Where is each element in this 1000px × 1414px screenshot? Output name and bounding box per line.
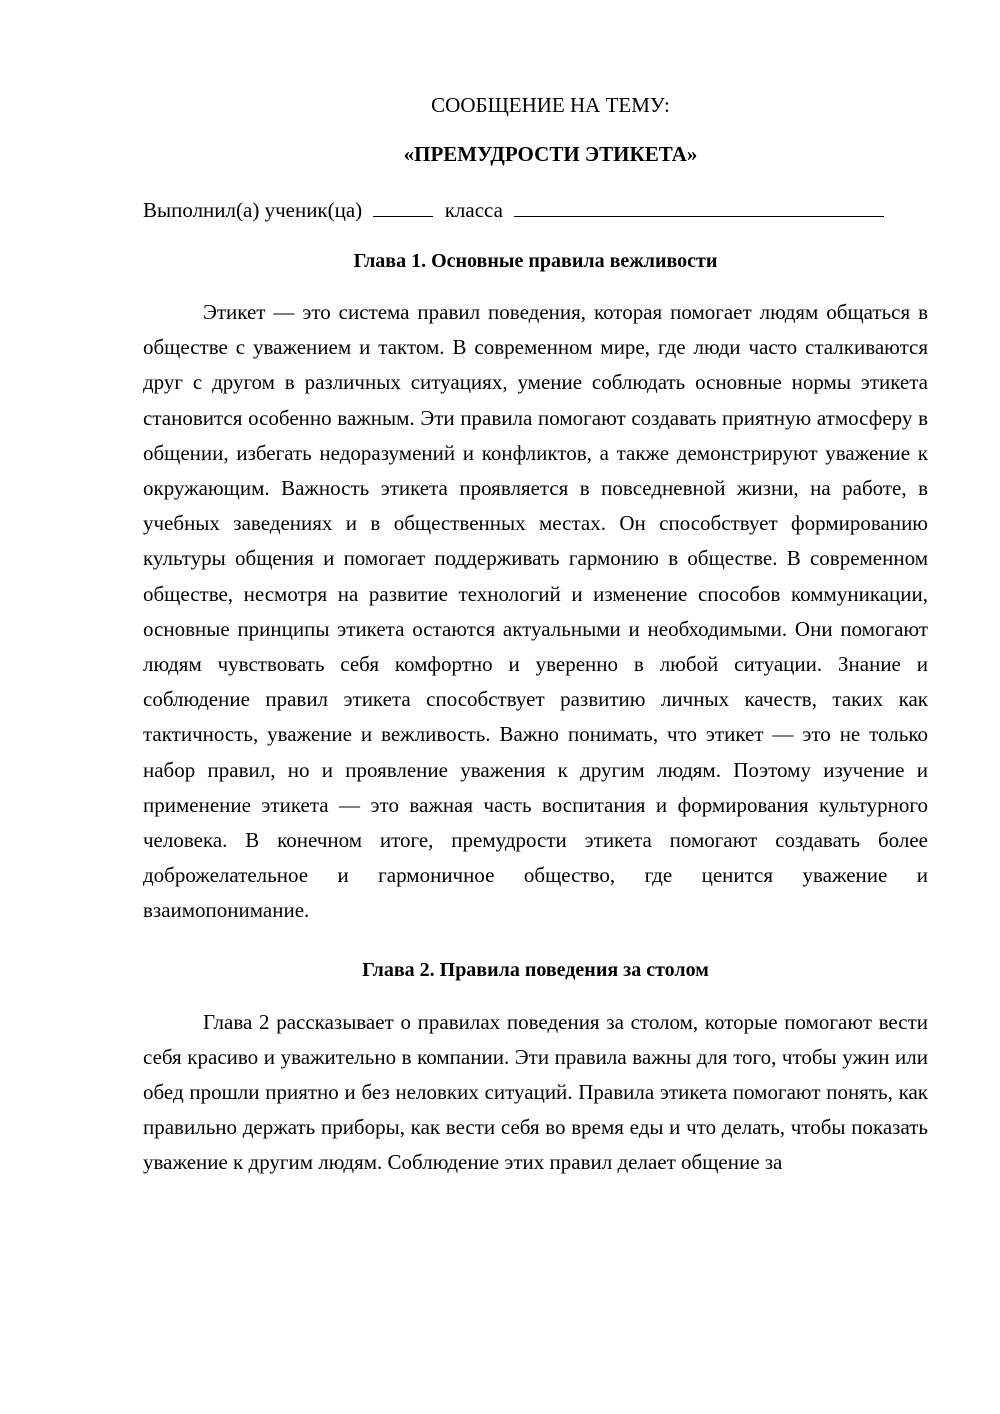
chapter-1-text: Этикет — это система правил поведения, которая помогает людям общаться в обществе с уважением и тактом. В современном мире, где люди часто сталкиваются друг с другом в различных ситуациях, умение соблюдать основные нормы этикета становится особенно важным. Эти правила помогают создавать приятную атмосферу в общении, избегать недоразумений и конфликтов, а также демонстрируют уважение к окружающим. Важность этикета проявляется в повседневной жизни, на работе, в учебных заведениях и в общественных местах. Он способствует формированию культуры общения и помогает поддерживать гармонию в обществе. В современном обществе, несмотря на развитие технологий и изменение способов коммуникации, основные принципы этикета остаются актуальными и необходимыми. Они помогают людям чувствовать себя комфортно и уверенно в любой ситуации. Знание и соблюдение правил этикета способствует развитию личных качеств, таких как тактичность, уважение и вежливость. Важно понимать, что этикет — это не только набор правил, но и проявление уважения к другим людям. Поэтому изучение и применение этикета — это важная часть воспитания и формирования культурного человека. В конечном итоге, премудрости этикета помогают создавать более доброжелательное и гармоничное общество, где ценится уважение и взаимопонимание. (143, 300, 928, 923)
name-blank (514, 196, 884, 217)
report-heading: СООБЩЕНИЕ НА ТЕМУ: (431, 93, 670, 117)
chapter-2-text: Глава 2 рассказывает о правилах поведения за столом, которые помогают вести себя красиво и уважительно в компании. Эти правила важны для того, чтобы ужин или обед прошли приятно и без неловких ситуаций. Правила этикета помогают понять, как правильно держать приборы, как вести себя во время еды и что делать, чтобы показать уважение к другим людям. Соблюдение этих правил делает общение за (143, 1009, 928, 1175)
grade-blank (373, 196, 433, 217)
document-page (143, 92, 928, 1181)
class-label: класса (444, 198, 503, 222)
performed-by-label: Выполнил(а) ученик(ца) (143, 198, 363, 222)
chapter-2-title: Глава 2. Правила поведения за столом (362, 958, 709, 981)
author-line (143, 196, 928, 223)
chapter-1-title: Глава 1. Основные правила вежливости (353, 250, 718, 272)
report-topic: «ПРЕМУДРОСТИ ЭТИКЕТА» (403, 142, 698, 166)
